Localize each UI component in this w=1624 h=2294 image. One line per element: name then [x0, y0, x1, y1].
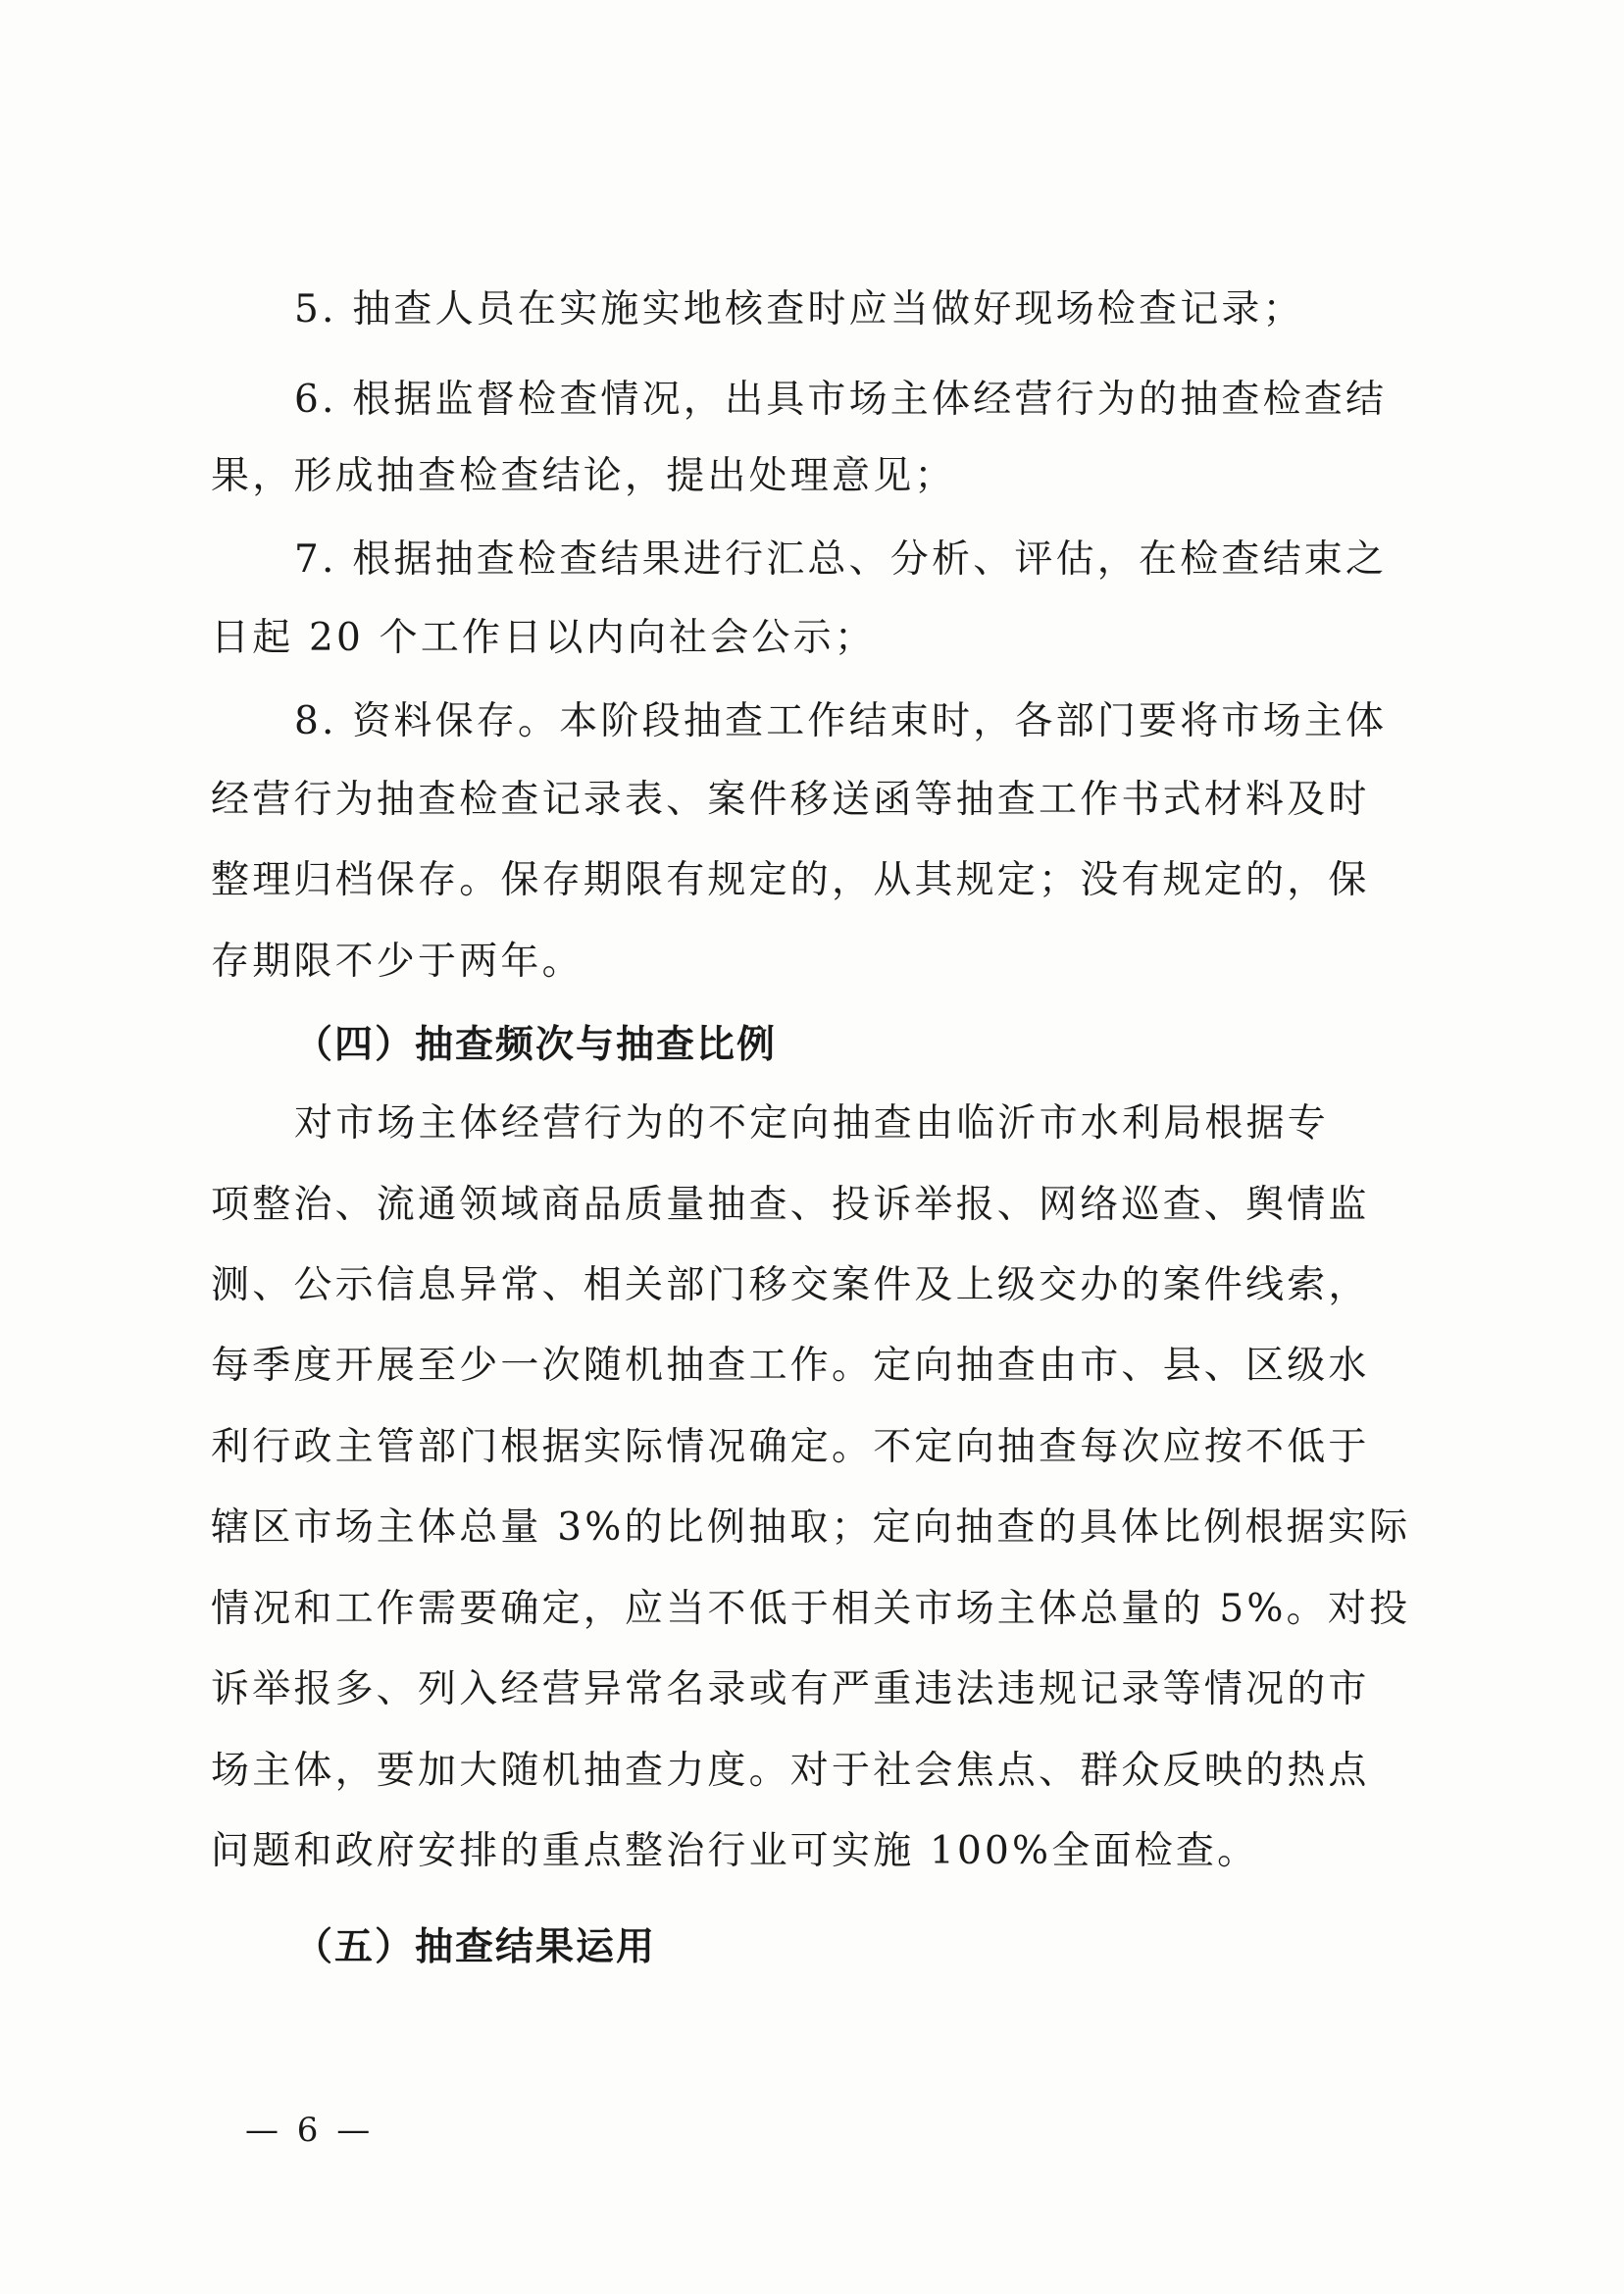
- section-heading-4: （四）抽查频次与抽查比例: [294, 1023, 778, 1067]
- paragraph-line-3: 测、公示信息异常、相关部门移交案件及上级交办的案件线索，: [211, 1263, 1370, 1307]
- paragraph-line-7: 情况和工作需要确定，应当不低于相关市场主体总量的 5%。对投: [211, 1587, 1411, 1631]
- paragraph-line-4: 每季度开展至少一次随机抽查工作。定向抽查由市、县、区级水: [211, 1344, 1370, 1388]
- paragraph-line-8: 诉举报多、列入经营异常名录或有严重违法违规记录等情况的市: [211, 1667, 1370, 1711]
- list-item-5: 5. 抽查人员在实施实地核查时应当做好现场检查记录；: [294, 287, 1304, 331]
- page-number: — 6 —: [245, 2111, 375, 2150]
- list-item-8-cont-2: 整理归档保存。保存期限有规定的，从其规定；没有规定的，保: [211, 858, 1370, 902]
- paragraph-line-1: 对市场主体经营行为的不定向抽查由临沂市水利局根据专: [294, 1101, 1330, 1146]
- list-item-8: 8. 资料保存。本阶段抽查工作结束时，各部门要将市场主体: [294, 699, 1388, 743]
- list-item-7: 7. 根据抽查检查结果进行汇总、分析、评估，在检查结束之: [294, 537, 1388, 582]
- paragraph-line-6: 辖区市场主体总量 3%的比例抽取；定向抽查的具体比例根据实际: [211, 1505, 1411, 1550]
- list-item-6: 6. 根据监督检查情况，出具市场主体经营行为的抽查检查结: [294, 378, 1388, 422]
- paragraph-line-9: 场主体，要加大随机抽查力度。对于社会焦点、群众反映的热点: [211, 1749, 1370, 1793]
- list-item-7-cont: 日起 20 个工作日以内向社会公示；: [211, 616, 877, 660]
- paragraph-line-5: 利行政主管部门根据实际情况确定。不定向抽查每次应按不低于: [211, 1425, 1370, 1469]
- list-item-6-cont: 果，形成抽查检查结论，提出处理意见；: [211, 454, 956, 498]
- list-item-8-cont-3: 存期限不少于两年。: [211, 940, 584, 984]
- list-item-8-cont-1: 经营行为抽查检查记录表、案件移送函等抽查工作书式材料及时: [211, 778, 1370, 822]
- paragraph-line-10: 问题和政府安排的重点整治行业可实施 100%全面检查。: [211, 1829, 1259, 1873]
- section-heading-5: （五）抽查结果运用: [294, 1925, 657, 1969]
- paragraph-line-2: 项整治、流通领域商品质量抽查、投诉举报、网络巡查、舆情监: [211, 1183, 1370, 1227]
